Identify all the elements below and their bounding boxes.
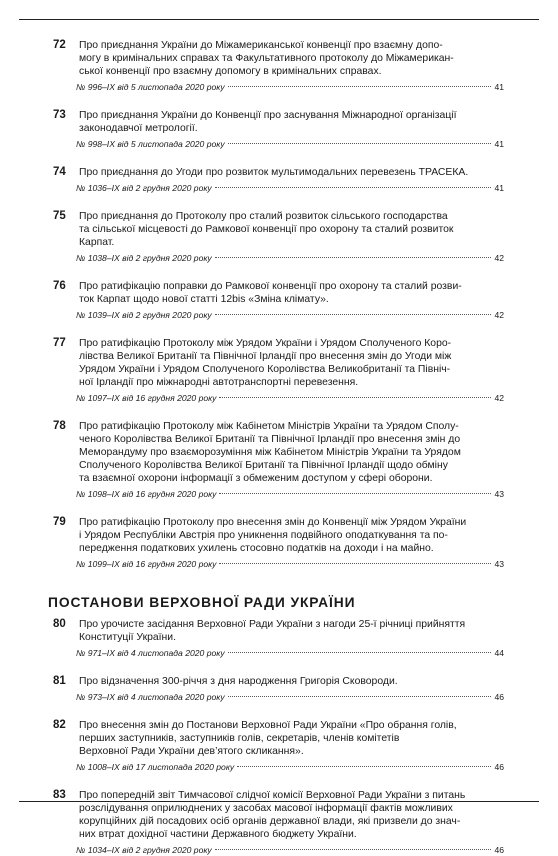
top-rule <box>19 19 539 20</box>
entry-title: Про урочисте засідання Верховної Ради України з нагоди 25-ї річниці прийняття Конституції України. <box>79 619 466 643</box>
entry-reference: № 1036–IX від 2 грудня 2020 року <box>76 183 212 193</box>
toc-entry[interactable] <box>0 210 558 264</box>
entry-title: Про відзначення 300-річчя з дня народження Григорія Сковороди. <box>79 676 398 687</box>
entry-title: Про внесення змін до Постанови Верховної Ради України «Про обрання голів, перших заступників, заступників голів, секретарів, членів комітетів Верховної Ради України дев’ятого скликання». <box>79 720 457 757</box>
entry-reference: № 971–IX від 4 листопада 2020 року <box>76 648 225 658</box>
entry-meta <box>76 845 504 856</box>
entry-number: 72 <box>53 39 66 51</box>
entry-title: Про попередній звіт Тимчасової слідчої комісії Верховної Ради України з питань розслідування оприлюднених у засобах масової інформації фактів можливих корупційних дій посадових осіб органів державної влади, які призвели до знач- них втрат дохідної частини Державного бюджету України. <box>79 790 466 840</box>
page-number: 42 <box>494 253 504 263</box>
dot-leader <box>228 696 492 697</box>
entry-number: 74 <box>53 166 66 178</box>
entry-title: Про ратифікацію поправки до Рамкової конвенції про охорону та сталий розви- ток Карпат щодо нової статті 12bis «Зміна клімату». <box>79 281 462 305</box>
entry-title: Про приєднання до Угоди про розвиток мультимодальних перевезень ТРАСЕКА. <box>79 167 469 178</box>
bottom-rule <box>19 801 539 802</box>
entry-title: Про приєднання України до Конвенції про заснування Міжнародної організації законодавчої метрології. <box>79 110 457 134</box>
toc-entry[interactable] <box>0 109 558 150</box>
page-number: 43 <box>494 489 504 499</box>
table-of-contents <box>0 22 558 856</box>
entry-number: 78 <box>53 420 66 432</box>
entry-number: 82 <box>53 719 66 731</box>
entry-title: Про ратифікацію Протоколу між Кабінетом Міністрів України та Урядом Сполу- ченого Королівства Великої Британії та Північної Ірландії про внесення змін до Меморандуму про взаєморозуміння між Кабінетом Міністрів України та Урядом Сполученого Королівства Великої Британії та Північної Ірландії щодо обміну та взаємної охорони інформації з обмеженим доступом у сфері оборони. <box>79 421 461 484</box>
entry-number: 75 <box>53 210 66 222</box>
entry-number: 83 <box>53 789 66 801</box>
dot-leader <box>215 314 492 315</box>
toc-entry[interactable] <box>0 719 558 773</box>
entry-reference: № 1034–IX від 2 грудня 2020 року <box>76 845 212 855</box>
toc-entry[interactable] <box>0 166 558 194</box>
dot-leader <box>228 652 492 653</box>
entry-reference: № 1008–IX від 17 листопада 2020 року <box>76 762 235 772</box>
dot-leader <box>219 397 491 398</box>
page-number: 46 <box>494 692 504 702</box>
toc-entry[interactable] <box>0 39 558 93</box>
page-number: 42 <box>494 310 504 320</box>
entry-reference: № 1097–IX від 16 грудня 2020 року <box>76 393 217 403</box>
toc-entry[interactable] <box>0 789 558 856</box>
entry-number: 77 <box>53 337 66 349</box>
entry-reference: № 973–IX від 4 листопада 2020 року <box>76 692 225 702</box>
page-number: 41 <box>494 183 504 193</box>
entry-reference: № 998–IX від 5 листопада 2020 року <box>76 139 225 149</box>
entry-meta <box>76 762 504 773</box>
dot-leader <box>215 849 492 850</box>
dot-leader <box>228 86 492 87</box>
entry-number: 79 <box>53 516 66 528</box>
page-number: 46 <box>494 845 504 855</box>
entry-title: Про приєднання України до Міжамериканської конвенції про взаємну допо- могу в кримінальних справах та Факультативного протоколу до Міжамерикан- ської конвенції про взаємну допомогу в кримінальних справах. <box>79 40 454 77</box>
dot-leader <box>219 563 491 564</box>
entry-meta <box>76 489 504 500</box>
entry-meta <box>76 253 504 264</box>
toc-entry[interactable] <box>0 420 558 500</box>
entry-meta <box>76 692 504 703</box>
toc-entry[interactable] <box>0 675 558 703</box>
entry-number: 73 <box>53 109 66 121</box>
entry-reference: № 1038–IX від 2 грудня 2020 року <box>76 253 212 263</box>
entry-number: 76 <box>53 280 66 292</box>
page-number: 44 <box>494 648 504 658</box>
dot-leader <box>237 766 491 767</box>
section-heading: ПОСТАНОВИ ВЕРХОВНОЇ РАДИ УКРАЇНИ <box>48 595 356 610</box>
dot-leader <box>215 257 492 258</box>
page-number: 41 <box>494 82 504 92</box>
dot-leader <box>215 187 492 188</box>
entry-reference: № 1039–IX від 2 грудня 2020 року <box>76 310 212 320</box>
entry-meta <box>76 310 504 321</box>
entry-reference: № 1099–IX від 16 грудня 2020 року <box>76 559 217 569</box>
toc-entry[interactable] <box>0 280 558 321</box>
entry-reference: № 996–IX від 5 листопада 2020 року <box>76 82 225 92</box>
entry-meta <box>76 183 504 194</box>
entry-meta <box>76 559 504 570</box>
page-number: 42 <box>494 393 504 403</box>
entry-meta <box>76 82 504 93</box>
entry-reference: № 1098–IX від 16 грудня 2020 року <box>76 489 217 499</box>
toc-entry[interactable] <box>0 618 558 659</box>
toc-entry[interactable] <box>0 337 558 404</box>
dot-leader <box>228 143 492 144</box>
entry-title: Про ратифікацію Протоколу про внесення змін до Конвенції між Урядом України і Урядом Республіки Австрія про уникнення подвійного оподаткування та по- передження податкових ухилень стосовно податків на доходи і на майно. <box>79 517 467 554</box>
entry-number: 80 <box>53 618 66 630</box>
page-number: 46 <box>494 762 504 772</box>
entry-meta <box>76 139 504 150</box>
page-number: 43 <box>494 559 504 569</box>
toc-entry[interactable] <box>0 516 558 570</box>
entry-title: Про ратифікацію Протоколу між Урядом України і Урядом Сполученого Коро- лівства Великої Британії та Північної Ірландії про внесення змін до Угоди між Урядом України і Урядом Сполученого Королівства Великобританії та Північ- ної Ірландії про міжнародні автотранспортні перевезення. <box>79 338 452 388</box>
dot-leader <box>219 493 491 494</box>
page-number: 41 <box>494 139 504 149</box>
entry-meta <box>76 648 504 659</box>
entry-number: 81 <box>53 675 66 687</box>
entry-meta <box>76 393 504 404</box>
entry-title: Про приєднання до Протоколу про сталий розвиток сільського господарства та сільської місцевості до Рамкової конвенції про охорону та сталий розвиток Карпат. <box>79 211 454 248</box>
